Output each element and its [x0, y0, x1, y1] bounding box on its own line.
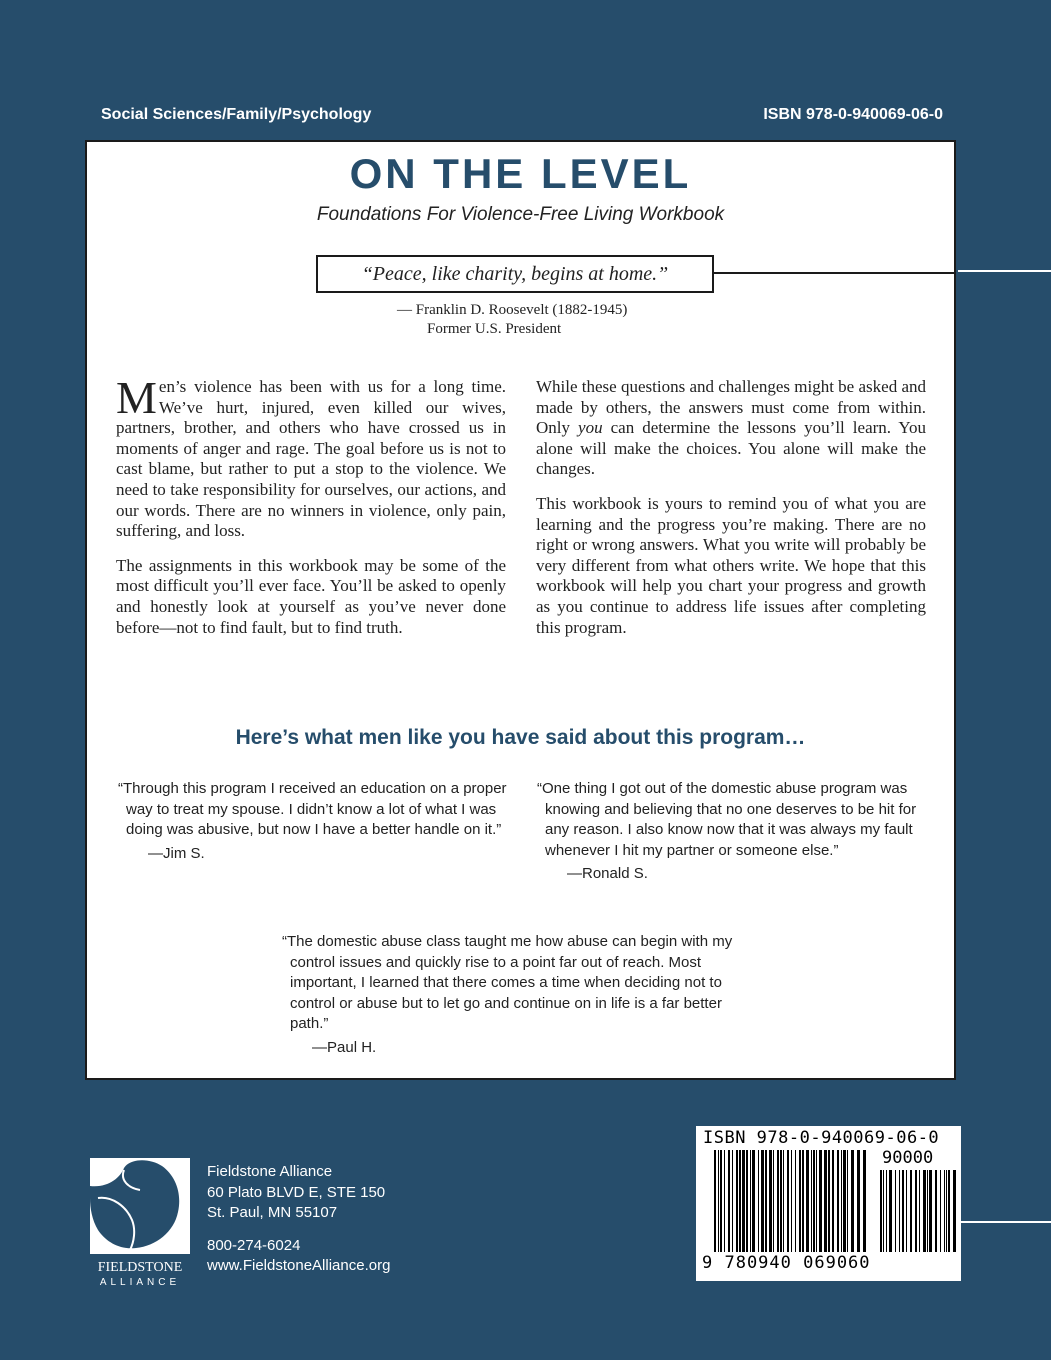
- barcode-bar: [832, 1150, 834, 1252]
- barcode-bar: [824, 1150, 827, 1252]
- barcode-bar: [736, 1150, 738, 1252]
- barcode-addon-bar: [953, 1170, 956, 1252]
- fieldstone-alliance-logo: [90, 1158, 190, 1288]
- isbn-label: ISBN 978-0-940069-06-0: [763, 106, 943, 123]
- barcode-bar: [761, 1150, 764, 1252]
- barcode-bar: [724, 1150, 725, 1252]
- barcode-addon-bar: [929, 1170, 932, 1252]
- barcode-bar: [795, 1150, 796, 1252]
- body-paragraph: This workbook is yours to remind you of what you are learning and the progress you’re making. There are no right or wrong answers. What you write will probably be very different from what others write. We hope that this workbook will help you chart your progress and growth as you continue to address life issues after completing this program.: [536, 493, 926, 637]
- barcode-bar: [802, 1150, 804, 1252]
- quote-rule-outer: [958, 270, 1051, 272]
- barcode-bar: [777, 1150, 779, 1252]
- barcode-bar: [828, 1150, 830, 1252]
- barcode-addon-bar: [940, 1170, 941, 1252]
- barcode-bar: [720, 1150, 722, 1252]
- testimonial: [282, 932, 757, 1058]
- barcode-addon-bar: [889, 1170, 892, 1252]
- svg-text:ALLIANCE: ALLIANCE: [99, 1277, 181, 1288]
- barcode-bar: [752, 1150, 755, 1252]
- publisher-website[interactable]: www.FieldstoneAlliance.org: [207, 1257, 391, 1274]
- barcode-addon-bar: [919, 1170, 920, 1252]
- barcode-bar: [732, 1150, 733, 1252]
- barcode-bar: [806, 1150, 809, 1252]
- barcode-bar: [811, 1150, 812, 1252]
- barcode-bar: [758, 1150, 759, 1252]
- drop-cap: M: [116, 372, 157, 423]
- barcode-isbn: ISBN 978-0-940069-06-0: [703, 1128, 940, 1148]
- barcode-addon-bar: [910, 1170, 912, 1252]
- barcode-addon-bar: [948, 1170, 950, 1252]
- body-column-left: [116, 372, 506, 652]
- barcode-bar: [819, 1150, 822, 1252]
- body-paragraph: While these questions and challenges might be asked and made by others, the answers must come from within. Only you can determine the lessons you’ll learn. You alone will make the choices. You alone will make the changes.: [536, 377, 927, 479]
- testimonial-author: —Paul H.: [312, 1038, 377, 1056]
- barcode-addon-bar: [935, 1170, 937, 1252]
- barcode-bar: [851, 1150, 854, 1252]
- publisher-address-line1: 60 Plato BLVD E, STE 150: [207, 1183, 386, 1201]
- content-panel: [85, 140, 956, 1080]
- barcode-bar: [783, 1150, 784, 1252]
- barcode-bar: [773, 1150, 774, 1252]
- barcode-bar: [816, 1150, 817, 1252]
- body-paragraph: The assignments in this workbook may be some of the most difficult you’ll ever face. You’ll be asked to openly and honestly look at yourself as you’ve never done before—not to find fault, but to find truth.: [116, 555, 506, 637]
- barcode-bar: [765, 1150, 767, 1252]
- barcode-bar: [718, 1150, 719, 1252]
- quote-rule: [714, 272, 956, 274]
- barcode-bar: [780, 1150, 782, 1252]
- barcode-addon-bar: [880, 1170, 882, 1252]
- publisher-info: [207, 1162, 390, 1277]
- testimonial-author: —Jim S.: [148, 844, 205, 862]
- barcode-addon-bar: [944, 1170, 945, 1252]
- barcode-addon-bar: [895, 1170, 896, 1252]
- barcode-bar: [799, 1150, 801, 1252]
- barcode-bar: [863, 1150, 866, 1252]
- testimonial: [537, 779, 932, 885]
- barcode-bar: [813, 1150, 815, 1252]
- barcode-addon-bar: [902, 1170, 904, 1252]
- barcode-bar: [787, 1150, 789, 1252]
- testimonial-quote: “The domestic abuse class taught me how abuse can begin with my control issues and quickly rise to a point far out of reach. Most important, I learned that there comes a time when deciding not to control or abuse but to let go and continue on in life is a far better path.”: [282, 933, 733, 1032]
- attribution-name: — Franklin D. Roosevelt (1882-1945): [397, 302, 628, 318]
- epigraph-quote: “Peace, like charity, begins at home.”: [316, 255, 714, 293]
- publisher-address-line2: St. Paul, MN 55107: [207, 1204, 338, 1221]
- epigraph-attribution: [397, 301, 627, 339]
- barcode-bar: [739, 1150, 741, 1252]
- barcode-bar: [847, 1150, 848, 1252]
- publisher-phone: 800-274-6024: [207, 1236, 301, 1254]
- barcode: [696, 1126, 961, 1281]
- barcode-rule-outer: [958, 1221, 1051, 1223]
- barcode-addon-bar: [927, 1170, 928, 1252]
- barcode-bar: [857, 1150, 860, 1252]
- body-paragraph: Men’s violence has been with us for a long time. We’ve hurt, injured, even killed our wives, partners, brother, and others who have crossed us in moments of anger and rage. The goal before us is not to cast blame, but rather to put a stop to the violence. We need to take responsibility for ourselves, our actions, and our words. There are no winners in violence, only pain, suffering, and loss.: [116, 372, 506, 541]
- attribution-title: Former U.S. President: [427, 321, 562, 337]
- testimonial-quote: “Through this program I received an education on a proper way to treat my spouse. I didn’t know a lot of what I was doing was abusive, but now I have a better handle on it.”: [118, 780, 507, 838]
- book-title: ON THE LEVEL: [349, 150, 692, 197]
- barcode-bar: [791, 1150, 792, 1252]
- publisher-name: Fieldstone Alliance: [207, 1163, 333, 1180]
- barcode-bar: [750, 1150, 751, 1252]
- barcode-bar: [728, 1150, 730, 1252]
- barcode-bar: [714, 1150, 716, 1252]
- body-column-right: [536, 377, 926, 652]
- barcode-bar: [769, 1150, 772, 1252]
- barcode-bar: [841, 1150, 842, 1252]
- barcode-addon-bar: [906, 1170, 907, 1252]
- svg-text:FIELDSTONE: FIELDSTONE: [97, 1260, 183, 1275]
- barcode-addon-bar: [915, 1170, 917, 1252]
- category-label: Social Sciences/Family/Psychology: [101, 106, 372, 123]
- barcode-addon-bar: [883, 1170, 884, 1252]
- barcode-bar: [837, 1150, 839, 1252]
- barcode-bar: [742, 1150, 745, 1252]
- testimonial-quote: “One thing I got out of the domestic abuse program was knowing and believing that no one deserves to be hit for any reason. I also know now that it was always my fault whenever I hit my partner or someone else.”: [537, 780, 917, 859]
- barcode-bar: [843, 1150, 846, 1252]
- barcode-addon-bar: [899, 1170, 900, 1252]
- barcode-number: 9 780940 069060: [702, 1253, 871, 1273]
- barcode-addon-bar: [886, 1170, 887, 1252]
- barcode-bar: [746, 1150, 748, 1252]
- testimonial: [118, 779, 513, 864]
- testimonial-author: —Ronald S.: [567, 865, 648, 882]
- testimonials-heading: Here’s what men like you have said about this program…: [235, 726, 806, 749]
- barcode-addon-bar: [923, 1170, 926, 1252]
- barcode-addon-bar: [946, 1170, 947, 1252]
- book-subtitle: Foundations For Violence-Free Living Workbook: [316, 204, 725, 225]
- barcode-addon: 90000: [882, 1148, 934, 1168]
